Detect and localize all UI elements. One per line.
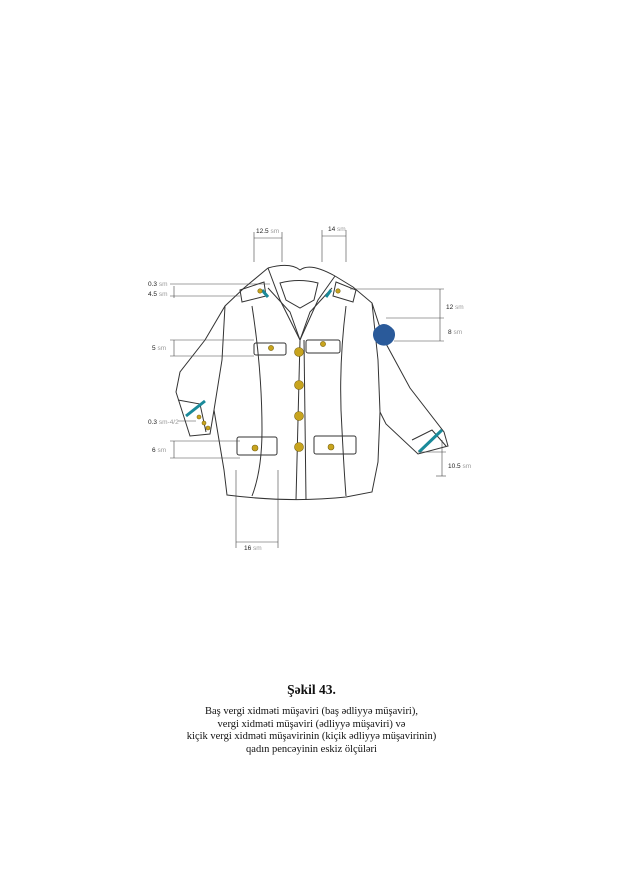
dim-label-left-0-3-cuff: 0.3 sm-4/2 <box>148 419 179 426</box>
sleeve-emblem-icon <box>373 324 395 346</box>
collar-outline <box>268 265 335 340</box>
front-button-2 <box>295 381 304 390</box>
figure-title: Şəkil 43. <box>287 682 336 697</box>
caption-line-4: qadın pencəyinin eskiz ölçüləri <box>246 743 377 755</box>
collar-inner <box>280 281 318 309</box>
cuff-button-1 <box>197 415 201 419</box>
front-button-1 <box>295 348 304 357</box>
cuff-button-3 <box>206 426 210 430</box>
figure-caption <box>0 706 623 756</box>
dim-label-right-8: 8 sm <box>448 329 463 336</box>
right-sleeve-seam <box>372 303 380 412</box>
dim-label-top-right: 14 sm <box>328 226 346 233</box>
pocket-button-2 <box>320 341 325 346</box>
cuff-button-2 <box>202 421 206 425</box>
shoulder-button-left <box>258 289 262 293</box>
center-front-right <box>304 340 306 500</box>
pocket-button-4 <box>328 444 334 450</box>
dim-label-left-5: 5 sm <box>152 345 167 352</box>
shoulder-button-right <box>336 289 340 293</box>
pocket-button-3 <box>252 445 258 451</box>
caption-line-3: kiçik vergi xidməti müşavirinin (kiçik ədliyyə müşavirinin) <box>186 731 437 742</box>
dim-label-bottom-16: 16 sm <box>244 545 262 552</box>
front-button-4 <box>295 443 304 452</box>
front-seam-left <box>252 306 262 496</box>
dim-label-left-6: 6 sm <box>152 447 167 454</box>
right-lower-pocket-flap <box>314 436 356 454</box>
dim-label-right-10-5: 10.5 sm <box>448 463 472 470</box>
dim-label-left-4-5: 4.5 sm <box>148 291 168 298</box>
dim-label-left-0-3: 0.3 sm <box>148 281 168 288</box>
pocket-button-1 <box>268 345 273 350</box>
dim-label-top-left: 12.5 sm <box>256 228 280 235</box>
caption-line-1: Baş vergi xidməti müşaviri (baş ədliyyə müşaviri), <box>205 706 418 717</box>
caption-line-2: vergi xidməti müşaviri (ədliyyə müşaviri) və <box>217 718 406 730</box>
jacket-body-outline <box>176 268 448 500</box>
front-button-3 <box>295 412 304 421</box>
front-seam-right <box>341 306 346 496</box>
dim-label-right-12: 12 sm <box>446 304 464 311</box>
collar-piping-right <box>326 290 331 297</box>
